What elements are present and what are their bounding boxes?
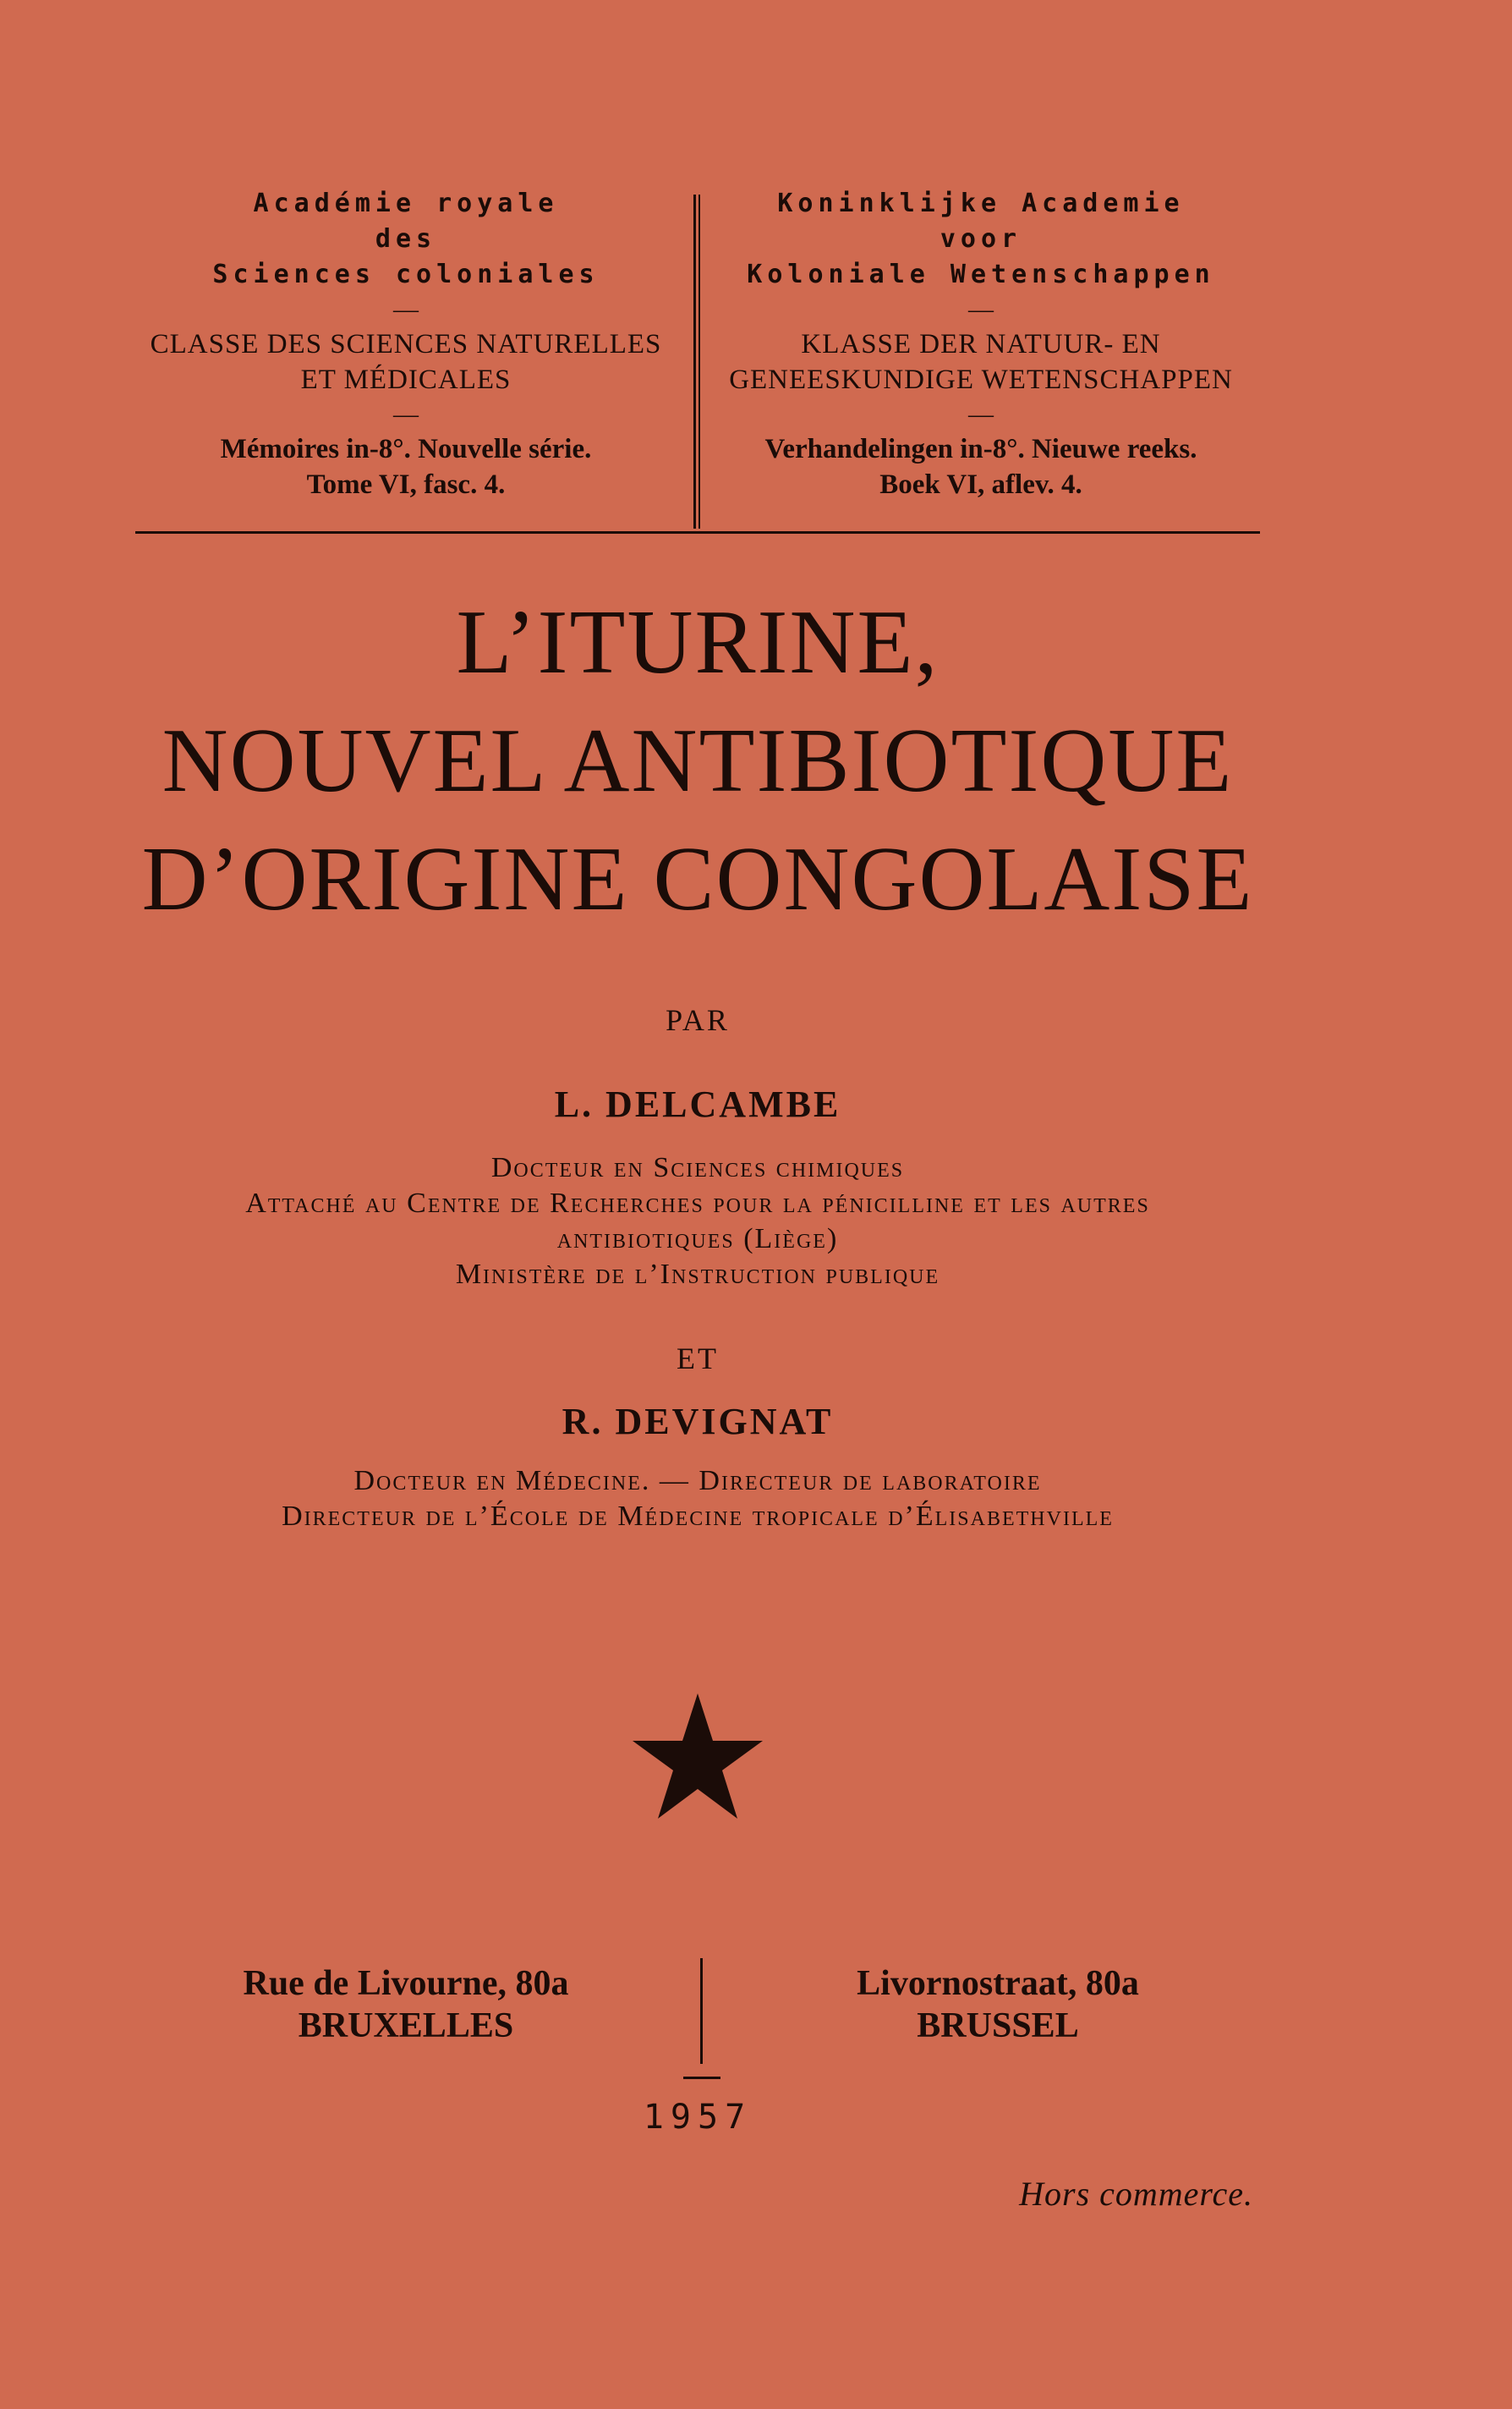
by-label: PAR: [666, 1003, 730, 1037]
title-line2: NOUVEL ANTIBIOTIQUE: [162, 711, 1234, 811]
credential-line: antibiotiques (Liège): [556, 1223, 839, 1254]
series-line2: Boek VI, aflev. 4.: [879, 469, 1082, 500]
author-name: R. DEVIGNAT: [562, 1401, 834, 1442]
class-name-line1: CLASSE DES SCIENCES NATURELLES: [150, 329, 662, 359]
street-address: Rue de Livourne, 80a: [243, 1964, 569, 2003]
footer-divider: [700, 1958, 703, 2064]
credential-line: Docteur en Médecine. — Directeur de laboratoire: [353, 1465, 1042, 1496]
academy-name-line1: Académie royale: [253, 189, 559, 218]
street-address: Livornostraat, 80a: [857, 1964, 1139, 2003]
and-label: ET: [677, 1342, 719, 1375]
separator-dash: —: [393, 400, 419, 428]
city-name: BRUSSEL: [917, 2006, 1079, 2045]
series-line1: Mémoires in-8°. Nouvelle série.: [220, 434, 592, 464]
series-line2: Tome VI, fasc. 4.: [306, 469, 506, 500]
credential-line: Docteur en Sciences chimiques: [490, 1152, 905, 1183]
class-name-line2: GENEESKUNDIGE WETENSCHAPPEN: [729, 365, 1233, 395]
academy-name-line2: voor: [940, 224, 1022, 254]
author-credentials: [0, 1463, 1395, 1534]
title-line1: L’ITURINE,: [456, 592, 940, 693]
author-name: L. DELCAMBE: [554, 1084, 841, 1125]
publication-year: 1957: [643, 2098, 753, 2137]
header-right-dutch: [702, 186, 1260, 502]
publisher-address-french: [152, 1962, 660, 2047]
class-name-line2: ET MÉDICALES: [300, 365, 512, 395]
academy-name-line3: Sciences coloniales: [212, 260, 600, 289]
series-line1: Verhandelingen in-8°. Nieuwe reeks.: [764, 434, 1197, 464]
header-left-french: [127, 186, 685, 502]
publisher-header: [127, 186, 1260, 524]
academy-name-line2: des: [375, 224, 437, 254]
credential-line: Directeur de l’École de Médecine tropicale d’Élisabethville: [282, 1501, 1114, 1532]
separator-dash: —: [393, 295, 419, 323]
footer-dash: [683, 2077, 720, 2079]
academy-name-line1: Koninklijke Academie: [777, 189, 1185, 218]
credential-line: Ministère de l’Instruction publique: [455, 1259, 940, 1290]
star-icon: [0, 1692, 1395, 1827]
separator-dash: —: [968, 400, 994, 428]
book-title: [0, 584, 1395, 939]
header-divider: [693, 195, 700, 529]
academy-name-line3: Koloniale Wetenschappen: [747, 260, 1215, 289]
separator-dash: —: [968, 295, 994, 323]
not-for-sale-note: Hors commerce.: [1019, 2175, 1253, 2213]
class-name-line1: KLASSE DER NATUUR- EN: [801, 329, 1161, 359]
title-line3: D’ORIGINE CONGOLAISE: [141, 829, 1254, 930]
author-credentials: [0, 1150, 1395, 1292]
city-name: BRUXELLES: [298, 2006, 514, 2045]
publisher-address-dutch: [744, 1962, 1252, 2047]
header-rule: [135, 531, 1260, 534]
credential-line: Attaché au Centre de Recherches pour la pénicilline et les autres: [245, 1188, 1150, 1219]
